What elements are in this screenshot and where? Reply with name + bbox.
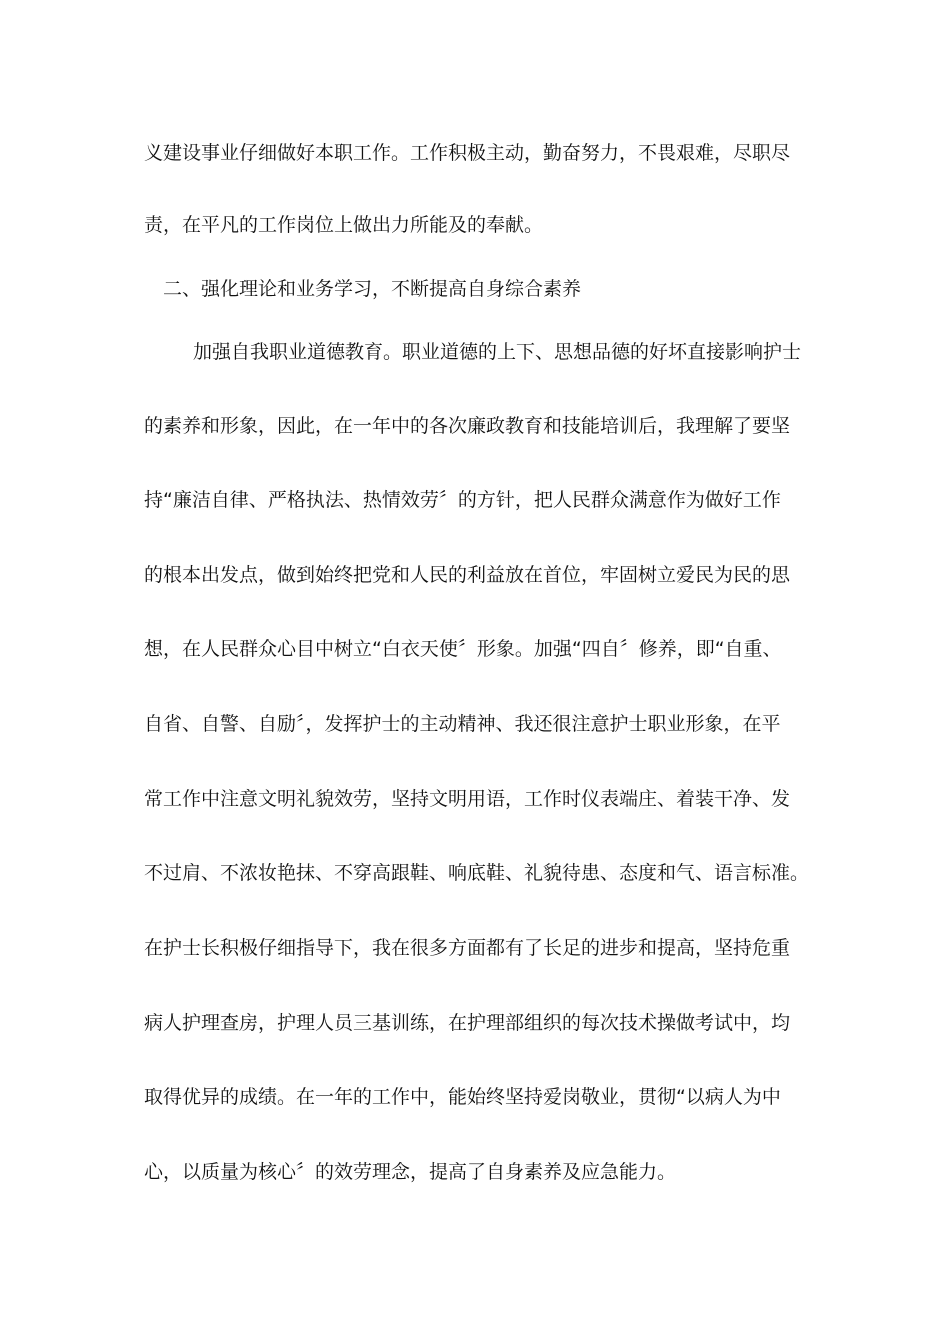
paragraph-line: 在护士长积极仔细指导下，我在很多方面都有了长足的进步和提高，坚持危重: [144, 937, 791, 959]
paragraph-line: 加强自我职业道德教育。职业道德的上下、思想品德的好坏直接影响护士: [193, 341, 802, 363]
paragraph-line: 常工作中注意文明礼貌效劳，坚持文明用语，工作时仪表端庄、着装干净、发: [144, 788, 791, 810]
paragraph-line: 心，以质量为核心〞的效劳理念，提高了自身素养及应急能力。: [144, 1161, 677, 1183]
paragraph-line: 想，在人民群众心目中树立“白衣天使〞形象。加强“四自〞修养，即“自重、: [144, 638, 782, 660]
paragraph-line: 持“廉洁自律、严格执法、热情效劳〞的方针，把人民群众满意作为做好工作: [144, 489, 781, 511]
paragraph-line: 自省、自警、自励〞，发挥护士的主动精神、我还很注意护士职业形象，在平: [144, 713, 781, 735]
paragraph-line: 取得优异的成绩。在一年的工作中，能始终坚持爱岗敬业，贯彻“以病人为中: [144, 1086, 781, 1108]
paragraph-line: 的根本出发点，做到始终把党和人民的利益放在首位，牢固树立爱民为民的思: [144, 564, 791, 586]
section-heading: 二、强化理论和业务学习，不断提高自身综合素养: [163, 278, 582, 300]
paragraph-line: 病人护理查房，护理人员三基训练，在护理部组织的每次技术操做考试中，均: [144, 1012, 791, 1034]
paragraph-line: 义建设事业仔细做好本职工作。工作积极主动，勤奋努力，不畏艰难，尽职尽: [144, 142, 791, 164]
paragraph-line: 不过肩、不浓妆艳抹、不穿高跟鞋、响底鞋、礼貌待患、态度和气、语言标准。: [144, 862, 810, 884]
paragraph-line: 责，在平凡的工作岗位上做出力所能及的奉献。: [144, 214, 544, 236]
paragraph-line: 的素养和形象，因此，在一年中的各次廉政教育和技能培训后，我理解了要坚: [144, 415, 791, 437]
